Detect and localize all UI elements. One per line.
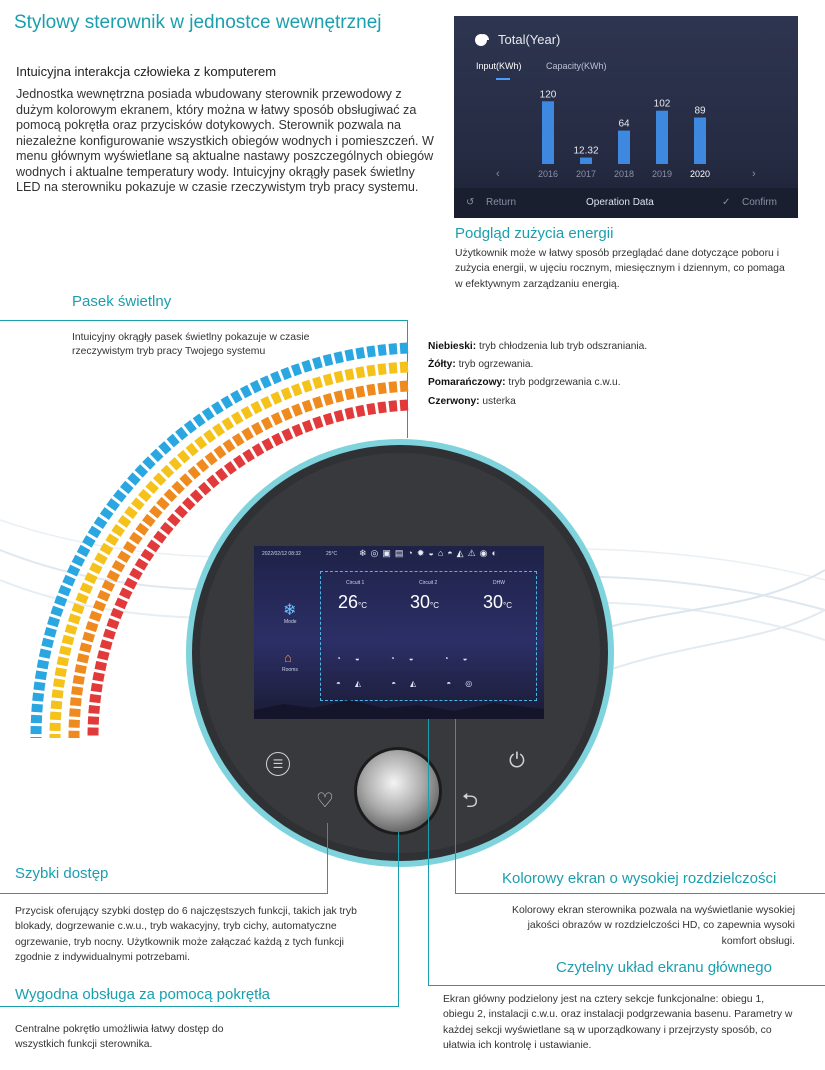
divider (455, 719, 456, 893)
layout-text: Ekran główny podzielony jest na cztery sekcje funkcjonalne: obiegu 1, obiegu 2, instalacji c.w.u. oraz instalacji podgrzewania basenu. Parametry w każdej sekcji wyświetlane są w uporządkowany i przejrzysty sposób, co ułatwia ich kontrolę i ustawianie. (443, 994, 793, 1052)
bar-value-label: 64 (618, 118, 630, 130)
page-title: Stylowy sterownik w jednostce wewnętrznej (14, 12, 382, 33)
x-tick-label: 2017 (575, 169, 597, 179)
panel-title: Total(Year) (498, 32, 561, 47)
legend-red: Czerwony: usterka (428, 395, 516, 407)
divider (0, 1006, 399, 1007)
energy-text: Użytkownik może w łatwy sposób przeglądać dane dotyczące poboru i zużycia energii, w ujęciu rocznym, miesięcznym i dziennym, co pomaga w efektywnym zarządzaniu energią. (455, 248, 785, 290)
panel-footer (454, 188, 798, 218)
mountain-silhouette (254, 696, 544, 719)
legend-yellow: Żółty: tryb ogrzewania. (428, 359, 534, 371)
circuit1-name: Circuit 1 (346, 580, 365, 586)
bar-value-label: 12.32 (573, 145, 599, 157)
footer-title: Operation Data (586, 197, 654, 208)
layout-heading: Czytelny układ ekranu głównego (556, 959, 772, 976)
circuit1-temp[interactable]: 26°C (338, 592, 368, 612)
bar-2019 (656, 111, 668, 164)
divider (327, 823, 328, 894)
hd-heading: Kolorowy ekran o wysokiej rozdzielczości (502, 870, 777, 887)
section-icons-row2: ◓◭ ◓◭ ◓◎ (336, 679, 487, 688)
energy-panel (454, 16, 798, 218)
knob-text: Centralne pokrętło umożliwia łatwy dostęp do wszystkich funkcji sterownika. (15, 1024, 224, 1051)
quick-heading: Szybki dostęp (15, 865, 109, 882)
power-icon[interactable]: ⏻ (509, 750, 525, 772)
divider (428, 985, 825, 986)
tab-input[interactable]: Input(KWh) (476, 61, 522, 71)
legend-blue: Niebieski: tryb chłodzenia lub tryb odszraniania. (428, 341, 648, 352)
x-tick-label: 2016 (537, 169, 559, 179)
x-tick-label: 2018 (613, 169, 635, 179)
dhw-name: DHW (493, 580, 505, 586)
x-tick-label: 2019 (651, 169, 673, 179)
bar-2020 (694, 117, 706, 164)
mode-label: Mode (284, 619, 297, 625)
hd-text: Kolorowy ekran sterownika pozwala na wyświetlanie wysokiej jakości obrazów w rozdzielczości HD, co zapewnia wysoki komfort obsługi. (512, 905, 795, 947)
light-bar-text: Intuicyjny okrągły pasek świetlny pokazuje w czasie rzeczywistym tryb pracy Twojego systemu (72, 332, 310, 357)
section-icons: ◔◒ ◔◒ ◔◒ (336, 654, 482, 663)
energy-chart (454, 80, 798, 188)
circuit2-temp[interactable]: 30°C (410, 592, 440, 612)
energy-heading: Podgląd zużycia energii (455, 225, 614, 242)
bar-value-label: 89 (694, 105, 706, 117)
color-legend (428, 338, 647, 411)
return-icon[interactable]: ↺ (466, 197, 475, 208)
divider (428, 719, 429, 985)
page-subtitle: Intuicyjna interakcja człowieka z komputerem (16, 64, 277, 79)
pie-icon (474, 32, 490, 48)
back-icon[interactable]: ⮌ (462, 790, 479, 812)
knob-heading: Wygodna obsługa za pomocą pokrętła (15, 986, 271, 1003)
legend-orange: Pomarańczowy: tryb podgrzewania c.w.u. (428, 377, 621, 389)
menu-icon[interactable]: ☰ (266, 752, 290, 776)
divider (0, 320, 408, 321)
divider (0, 893, 328, 894)
screen-datetime: 2022/02/12 08:32 (262, 551, 301, 557)
bar-2017 (580, 158, 592, 164)
light-bar-heading: Pasek świetlny (72, 293, 172, 310)
dhw-temp[interactable]: 30°C (483, 592, 513, 612)
bar-value-label: 120 (539, 89, 557, 101)
bar-value-label: 102 (653, 98, 671, 110)
check-icon[interactable]: ✓ (722, 197, 731, 208)
chart-prev-arrow[interactable]: ‹ (496, 168, 500, 180)
bar-2018 (618, 131, 630, 164)
status-icons: ❄◎▣▤◔✹◒⌂◓◭⚠◉◐ (359, 548, 501, 558)
rooms-label: Rooms (282, 667, 298, 673)
controller-screen[interactable] (254, 546, 544, 719)
x-tick-label: 2020 (689, 169, 711, 179)
rotary-knob[interactable] (357, 750, 439, 832)
screen-outdoor: 25°C (326, 551, 338, 557)
confirm-label[interactable]: Confirm (742, 197, 778, 208)
return-label[interactable]: Return (486, 197, 517, 208)
circuit2-name: Circuit 2 (419, 580, 438, 586)
home-icon[interactable]: ⌂ (284, 650, 292, 665)
chart-next-arrow[interactable]: › (752, 168, 756, 180)
divider (455, 893, 825, 894)
quick-text: Przycisk oferujący szybki dostęp do 6 najczęstszych funkcji, takich jak tryb blokady, dogrzewanie c.w.u., tryb wakacyjny, tryb cichy, automatyczne ogrzewanie, tryb nocny. Użytkownik może załączać każdą z tych funkcji zgodnie z indywidualnymi potrzebami. (15, 906, 357, 964)
tab-capacity[interactable]: Capacity(KWh) (546, 61, 607, 71)
snowflake-icon[interactable]: ❄ (283, 602, 297, 619)
divider (398, 832, 399, 1006)
bar-2016 (542, 101, 554, 164)
intro-text: Jednostka wewnętrzna posiada wbudowany sterownik przewodowy z dużym kolorowym ekranem, który można w łatwy sposób obsługiwać za pomocą pokrętła oraz przycisków dotykowych. Sterownik pozwala na niezależne konfigurowanie wszystkich obiegów wodnych i pomieszczeń. W menu głównym wyświetlane są aktualne nastawy poszczególnych obiegów wodnych i aktualne temperatury wody. Intuicyjny okrągły pasek świetlny LED na sterowniku pokazuje w czasie rzeczywistym tryb pracy systemu. (16, 87, 434, 194)
heart-icon[interactable]: ♡ (316, 790, 334, 812)
